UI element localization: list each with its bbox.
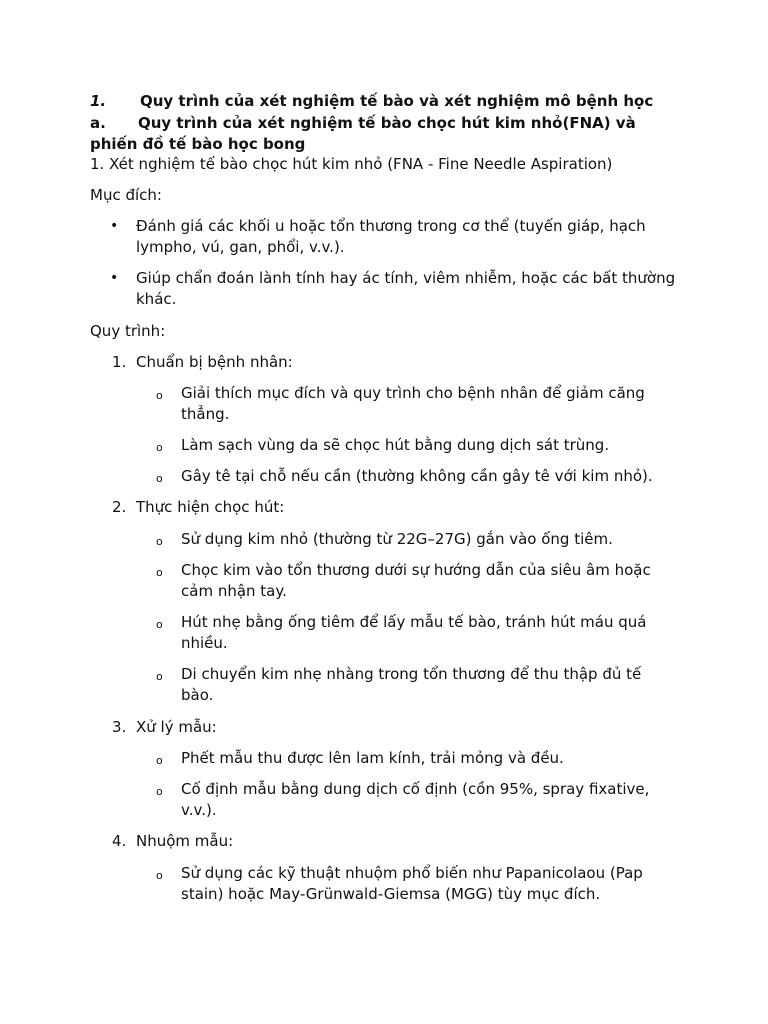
circle-bullet-icon: o xyxy=(156,785,163,798)
section-title: Quy trình của xét nghiệm tế bào và xét nghiệm mô bệnh học xyxy=(140,92,654,110)
step-number: 3. xyxy=(112,718,127,736)
purpose-item-text: Giúp chẩn đoán lành tính hay ác tính, viêm nhiễm, hoặc các bất thường khác. xyxy=(136,269,676,308)
circle-bullet-icon: o xyxy=(156,566,163,579)
step-heading xyxy=(112,717,217,738)
step-item-text: Cố định mẫu bằng dung dịch cố định (cồn 95%, spray fixative, v.v.). xyxy=(181,780,650,819)
step-item-text: Giải thích mục đích và quy trình cho bệnh nhân để giảm căng thẳng. xyxy=(181,384,645,423)
bullet-icon: • xyxy=(110,218,119,234)
circle-bullet-icon: o xyxy=(156,618,163,631)
step-title: Nhuộm mẫu: xyxy=(136,832,234,850)
circle-bullet-icon: o xyxy=(156,670,163,683)
step-item-text: Sử dụng kim nhỏ (thường từ 22G–27G) gắn vào ống tiêm. xyxy=(181,530,613,548)
step-item-text: Gây tê tại chỗ nếu cần (thường không cần gây tê với kim nhỏ). xyxy=(181,467,653,485)
circle-bullet-icon: o xyxy=(156,472,163,485)
step-item-text: Làm sạch vùng da sẽ chọc hút bằng dung dịch sát trùng. xyxy=(181,436,610,454)
section-heading xyxy=(90,91,653,112)
circle-bullet-icon: o xyxy=(156,441,163,454)
circle-bullet-icon: o xyxy=(156,869,163,882)
circle-bullet-icon: o xyxy=(156,535,163,548)
step-title: Xử lý mẫu: xyxy=(136,718,217,736)
step-number: 1. xyxy=(112,353,127,371)
subsection-number: a. xyxy=(90,114,106,132)
step-item-text: Chọc kim vào tổn thương dưới sự hướng dẫn của siêu âm hoặc cảm nhận tay. xyxy=(181,561,651,600)
purpose-label: Mục đích: xyxy=(90,186,162,204)
process-label: Quy trình: xyxy=(90,322,166,340)
step-item-text: Hút nhẹ bằng ống tiêm để lấy mẫu tế bào, tránh hút máu quá nhiều. xyxy=(181,613,647,652)
step-item-text: Phết mẫu thu được lên lam kính, trải mỏng và đều. xyxy=(181,749,564,767)
subsection-heading xyxy=(90,113,670,155)
intro-line: 1. Xét nghiệm tế bào chọc hút kim nhỏ (FNA - Fine Needle Aspiration) xyxy=(90,155,613,173)
step-item-text: Di chuyển kim nhẹ nhàng trong tổn thương để thu thập đủ tế bào. xyxy=(181,665,642,704)
bullet-icon: • xyxy=(110,270,119,286)
circle-bullet-icon: o xyxy=(156,754,163,767)
step-heading xyxy=(112,831,233,852)
step-number: 2. xyxy=(112,498,127,516)
step-heading xyxy=(112,497,284,518)
step-title: Chuẩn bị bệnh nhân: xyxy=(136,353,293,371)
purpose-item-text: Đánh giá các khối u hoặc tổn thương trong cơ thể (tuyến giáp, hạch lympho, vú, gan, phổi, v.v.). xyxy=(136,217,646,256)
step-heading xyxy=(112,352,293,373)
subsection-title: Quy trình của xét nghiệm tế bào chọc hút kim nhỏ(FNA) và phiến đồ tế bào học bong xyxy=(90,114,636,153)
step-title: Thực hiện chọc hút: xyxy=(136,498,285,516)
step-number: 4. xyxy=(112,832,127,850)
step-item-text: Sử dụng các kỹ thuật nhuộm phổ biến như Papanicolaou (Pap stain) hoặc May-Grünwald-Giemsa (MGG) tùy mục đích. xyxy=(181,864,643,903)
section-number: 1. xyxy=(90,92,107,110)
circle-bullet-icon: o xyxy=(156,389,163,402)
